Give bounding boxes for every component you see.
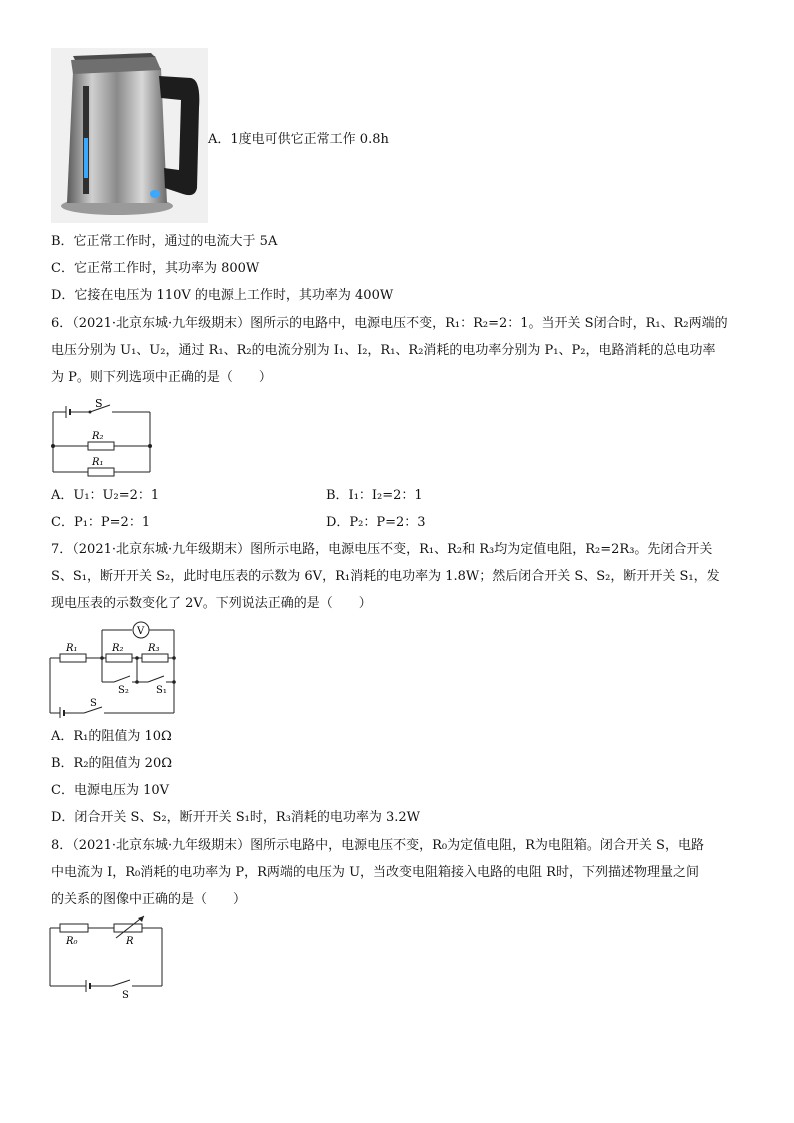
q7-option-b: B．R₂的阻值为 20Ω	[51, 756, 173, 771]
q7-s2-label: S₂	[118, 685, 129, 696]
q8-r0-label: R₀	[66, 936, 78, 947]
q6-stem-line-3: 为 P。则下列选项中正确的是（ ）	[51, 370, 272, 385]
q8-circuit-diagram	[46, 914, 170, 1000]
q7-r2-label: R₂	[112, 643, 124, 654]
q7-resistor-r1	[60, 654, 86, 662]
q6-option-c: C．P₁：P=2：1	[51, 515, 151, 530]
q8-switch-label: S	[122, 990, 129, 1000]
q6-switch-label: S	[95, 398, 103, 410]
q6-circuit-diagram	[48, 398, 156, 478]
q6-r2-label: R₂	[92, 431, 104, 442]
q6-resistor-r1	[88, 468, 114, 476]
q5-option-d: D．它接在电压为 110V 的电源上工作时，其功率为 400W	[51, 288, 394, 303]
q8-switch-blade	[112, 980, 130, 986]
q7-r3-label: R₃	[148, 643, 160, 654]
q7-stem-line-1: 7．（2021·北京东城·九年级期末）图所示电路，电源电压不变，R₁、R₂和 R₃均为定值电阻，R₂=2R₃。先闭合开关	[51, 542, 713, 557]
q7-option-c: C．电源电压为 10V	[51, 783, 170, 798]
q7-s-label: S	[90, 698, 97, 709]
q6-option-b: B．I₁：I₂=2：1	[326, 488, 423, 503]
q6-r1-label: R₁	[92, 457, 104, 468]
kettle-image	[51, 48, 208, 223]
q5-option-b: B．它正常工作时，通过的电流大于 5A	[51, 234, 278, 249]
q8-stem-line-2: 中电流为 I，R₀消耗的电功率为 P，R两端的电压为 U，当改变电阻箱接入电路的电阻 R时，下列描述物理量之间	[51, 865, 699, 880]
q7-option-a: A．R₁的阻值为 10Ω	[51, 729, 172, 744]
kettle-icon	[51, 48, 208, 223]
q8-stem-line-3: 的关系的图像中正确的是（ ）	[51, 892, 247, 907]
q7-stem-line-2: S、S₁，断开开关 S₂，此时电压表的示数为 6V，R₁消耗的电功率为 1.8W；然后闭合开关 S、S₂，断开开关 S₁，发	[51, 569, 720, 584]
q7-option-d: D．闭合开关 S、S₂，断开开关 S₁时，R₃消耗的电功率为 3.2W	[51, 810, 420, 825]
q5-option-c: C．它正常工作时，其功率为 800W	[51, 261, 260, 276]
q8-stem-line-1: 8．（2021·北京东城·九年级期末）图所示电路中，电源电压不变，R₀为定值电阻，R为电阻箱。闭合开关 S，电路	[51, 838, 704, 853]
q8-r-label: R	[126, 936, 134, 947]
q7-circuit-diagram	[46, 618, 180, 718]
q7-resistor-r2	[106, 654, 132, 662]
q5-option-a: A．1度电可供它正常工作 0.8h	[208, 132, 389, 147]
q7-resistor-r3	[142, 654, 168, 662]
q7-voltmeter-label: V	[137, 626, 145, 637]
q6-resistor-r2	[88, 442, 114, 450]
q7-r1-label: R₁	[66, 643, 78, 654]
q7-switch-s1-blade	[148, 676, 164, 682]
q7-stem-line-3: 现电压表的示数变化了 2V。下列说法正确的是（ ）	[51, 596, 372, 611]
q7-switch-s2-blade	[114, 676, 130, 682]
q8-resistor-r0	[60, 924, 88, 932]
q6-stem-line-1: 6．（2021·北京东城·九年级期末）图所示的电路中，电源电压不变，R₁：R₂=2：1。当开关 S闭合时，R₁、R₂两端的	[51, 316, 728, 331]
q6-option-a: A．U₁：U₂=2：1	[51, 488, 160, 503]
q7-s1-label: S₁	[156, 685, 167, 696]
q6-stem-line-2: 电压分别为 U₁、U₂，通过 R₁、R₂的电流分别为 I₁、I₂，R₁、R₂消耗的电功率分别为 P₁、P₂，电路消耗的总电功率	[51, 343, 716, 358]
q6-option-d: D．P₂：P=2：3	[326, 515, 426, 530]
